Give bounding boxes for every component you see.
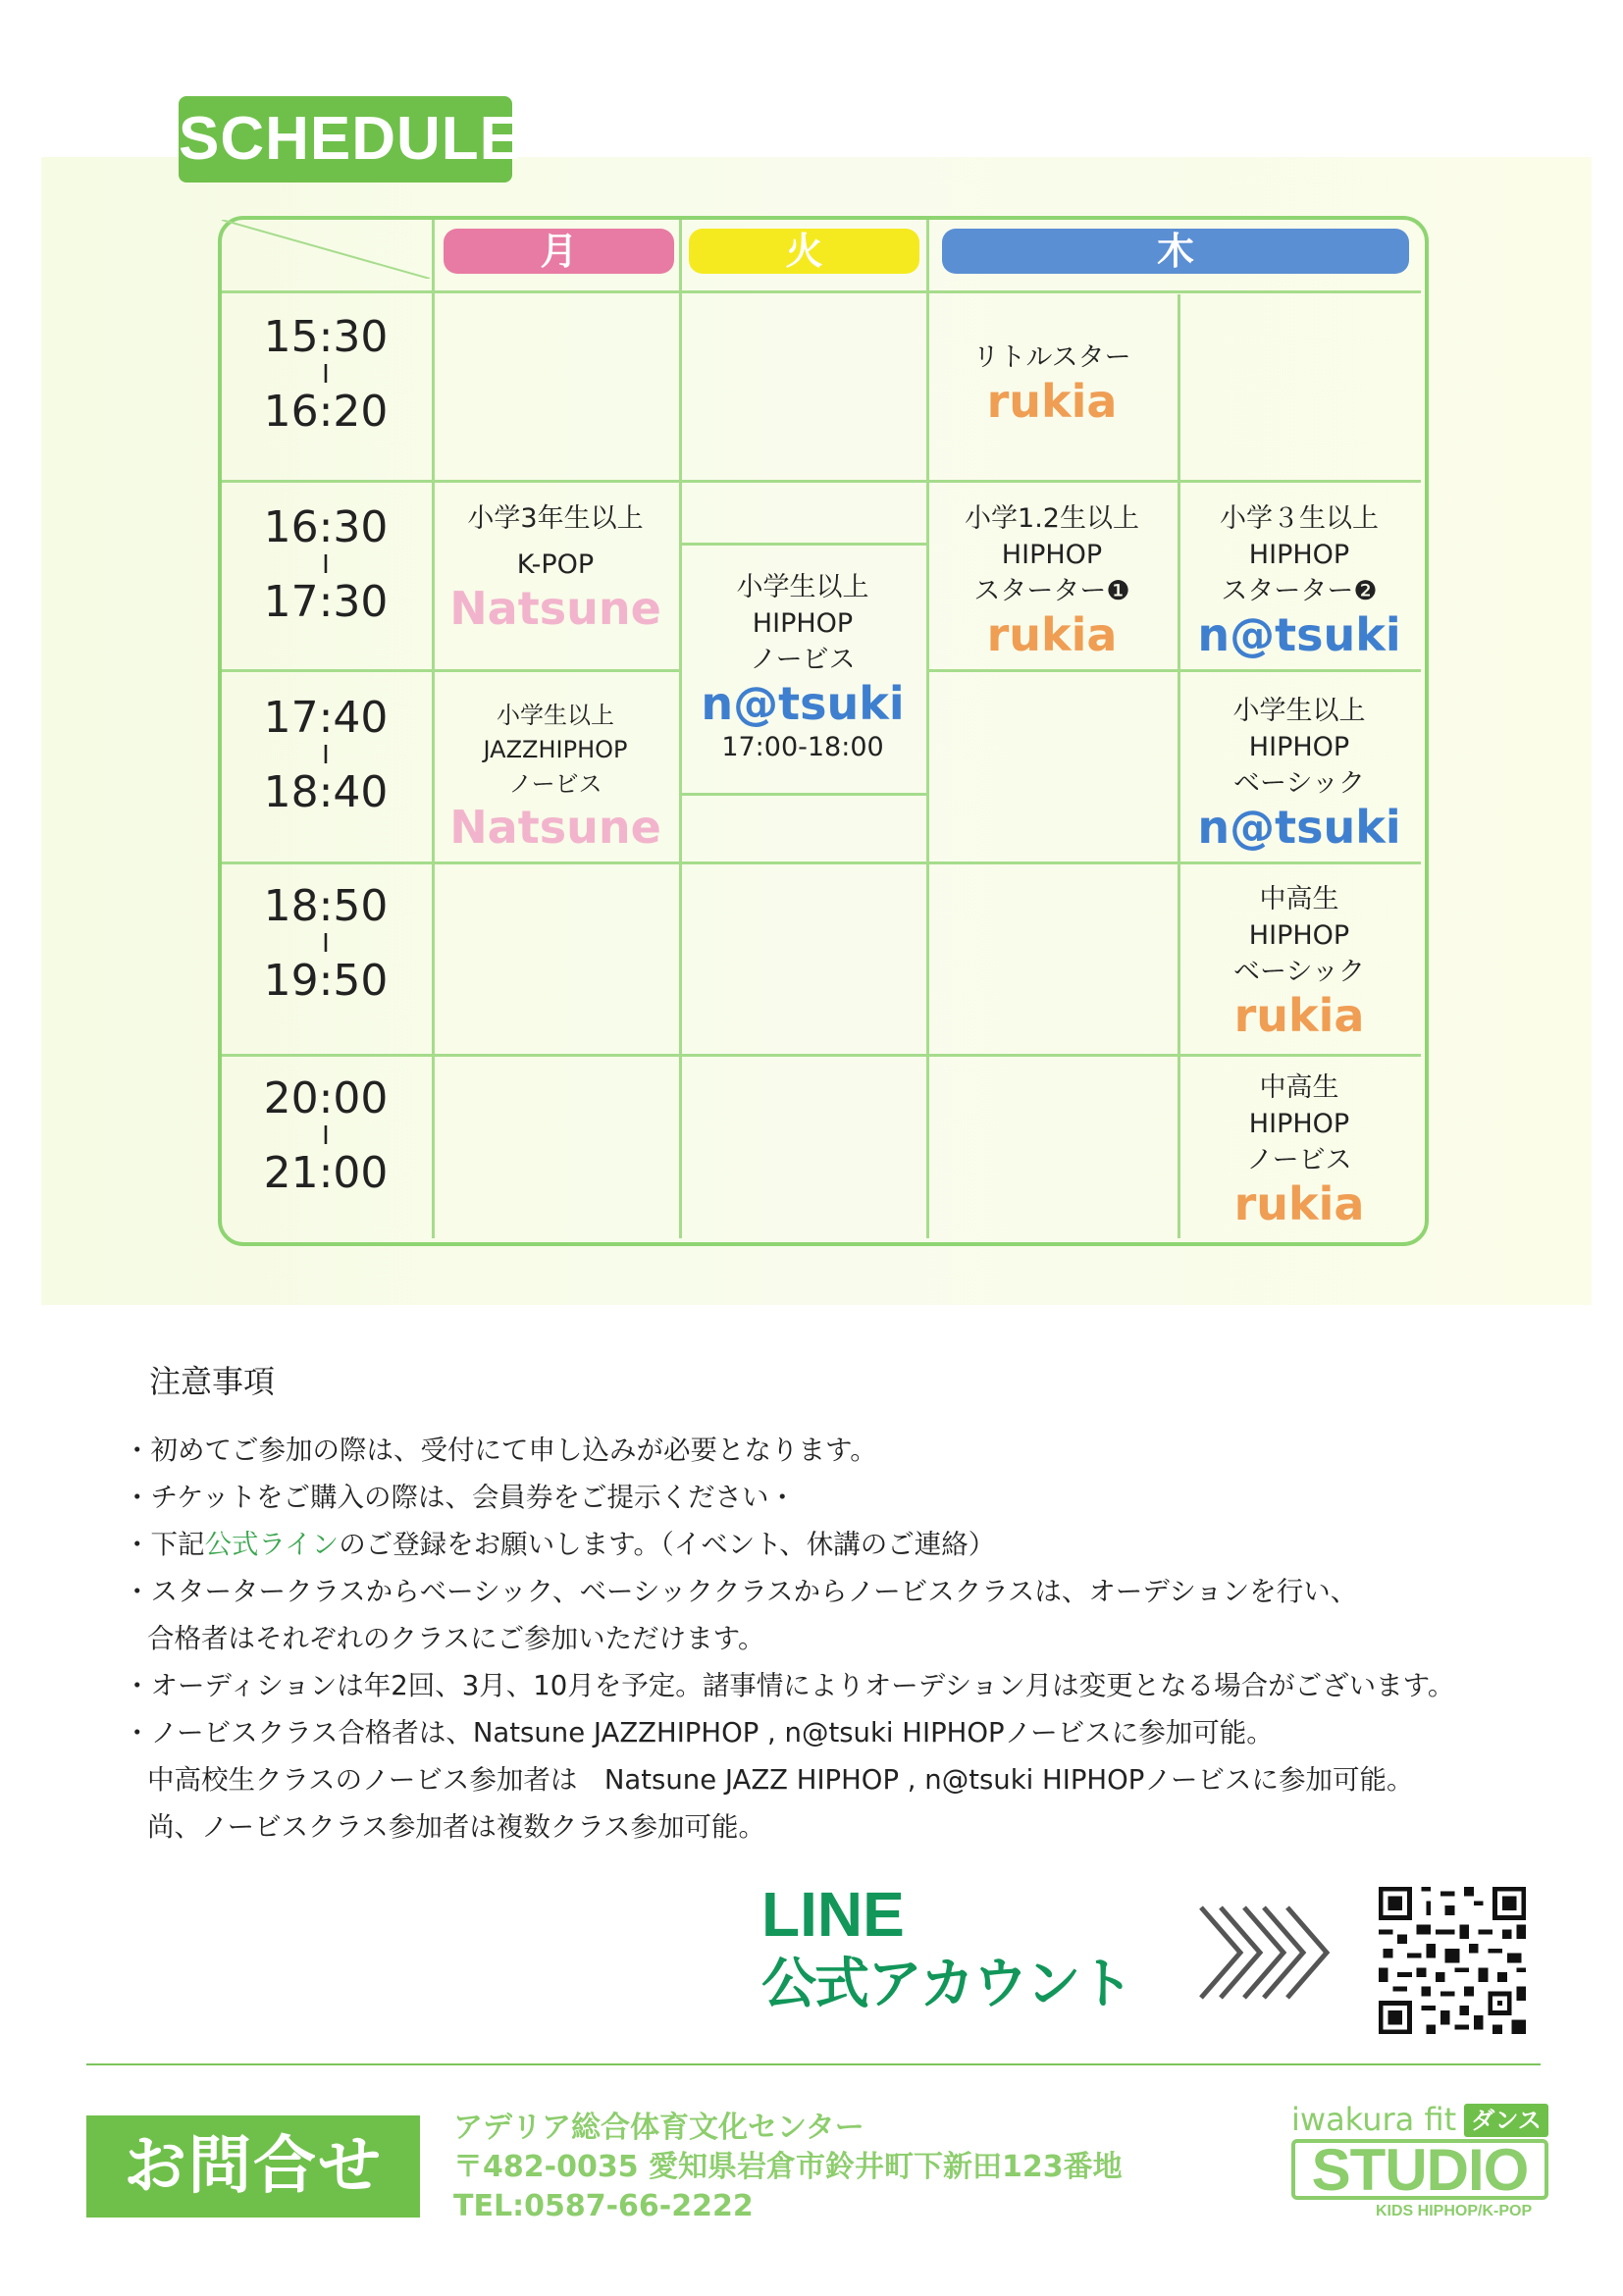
class-cell-thu-hiphop-starter-1 bbox=[926, 500, 1178, 660]
note-item bbox=[124, 1521, 1596, 1568]
class-level: 中高生 bbox=[1259, 884, 1339, 914]
logo-dance-tag: ダンス bbox=[1464, 2104, 1548, 2137]
class-cell-thu-hiphop-starter-2 bbox=[1178, 500, 1421, 660]
time-separator: I bbox=[322, 929, 330, 959]
time-separator: I bbox=[322, 741, 330, 770]
class-rank: ベーシック bbox=[1233, 957, 1365, 987]
venue-phone[interactable]: TEL:0587-66-2222 bbox=[453, 2189, 754, 2223]
note-item: ・スタータークラスからベーシック、ベーシッククラスからノービスクラスは、オーデションを行い、 bbox=[124, 1576, 1358, 1607]
instructor-name: rukia bbox=[986, 608, 1118, 661]
class-level: 中高生 bbox=[1259, 1072, 1339, 1103]
time-end: 21:00 bbox=[263, 1148, 389, 1198]
class-genre: HIPHOP bbox=[1248, 732, 1350, 762]
class-genre: HIPHOP bbox=[1248, 920, 1350, 951]
time-slot bbox=[222, 881, 430, 1007]
row-divider bbox=[926, 669, 1421, 672]
note-text: ・下記 bbox=[124, 1529, 205, 1560]
note-item-continued: 合格者はそれぞれのクラスにご参加いただけます。 bbox=[147, 1623, 765, 1654]
header-divider bbox=[222, 290, 1421, 293]
class-cell-thu-teen-hiphop-basic bbox=[1178, 881, 1421, 1041]
class-cell-thu-little-star bbox=[926, 339, 1178, 427]
note-item-continued: 中高校生クラスのノービス参加者は Natsune JAZZ HIPHOP , n@tsuki HIPHOPノービスに参加可能。 bbox=[147, 1764, 1414, 1796]
row-divider bbox=[679, 543, 926, 546]
row-divider bbox=[222, 1054, 1421, 1057]
time-end: 17:30 bbox=[263, 577, 389, 627]
row-divider bbox=[222, 480, 1421, 483]
time-separator: I bbox=[322, 550, 330, 580]
day-header-tuesday: 火 bbox=[689, 229, 919, 274]
row-divider bbox=[432, 669, 679, 672]
time-end: 18:40 bbox=[263, 767, 389, 817]
logo-studio-text: STUDIO bbox=[1291, 2139, 1548, 2200]
schedule-badge: SCHEDULE bbox=[179, 96, 512, 183]
class-rank: ベーシック bbox=[1233, 768, 1365, 799]
line-title: LINE bbox=[761, 1879, 905, 1950]
instructor-name: Natsune bbox=[449, 582, 661, 635]
instructor-name: Natsune bbox=[449, 801, 661, 854]
note-item: ・初めてご参加の際は、受付にて申し込みが必要となります。 bbox=[124, 1435, 877, 1466]
class-cell-mon-jazzhiphop bbox=[432, 699, 679, 853]
class-genre: HIPHOP bbox=[1001, 540, 1103, 570]
time-separator: I bbox=[322, 360, 330, 390]
time-end: 16:20 bbox=[263, 387, 389, 437]
footer-divider bbox=[86, 2063, 1541, 2065]
class-level: 小学3年生以上 bbox=[467, 503, 644, 534]
logo-brand-name: iwakura fit bbox=[1291, 2101, 1457, 2138]
instructor-name: n@tsuki bbox=[701, 677, 905, 730]
row-divider bbox=[222, 861, 1421, 864]
time-slot bbox=[222, 1073, 430, 1199]
class-genre: JAZZHIPHOP bbox=[483, 736, 628, 763]
time-start: 17:40 bbox=[263, 693, 389, 743]
triple-chevron-right-icon bbox=[1193, 1894, 1331, 2011]
class-rank: スターター❶ bbox=[973, 576, 1130, 606]
class-genre: K-POP bbox=[516, 549, 595, 580]
row-divider bbox=[222, 669, 432, 672]
class-time: 17:00-18:00 bbox=[721, 732, 884, 762]
time-start: 20:00 bbox=[263, 1073, 389, 1123]
notes-title: 注意事項 bbox=[149, 1363, 276, 1400]
time-slot bbox=[222, 693, 430, 818]
class-genre: HIPHOP bbox=[1248, 540, 1350, 570]
class-cell-thu-teen-hiphop-novice bbox=[1178, 1070, 1421, 1229]
line-official-link[interactable]: 公式ライン bbox=[204, 1529, 340, 1560]
instructor-name: n@tsuki bbox=[1197, 801, 1401, 854]
day-header-thursday: 木 bbox=[942, 229, 1409, 274]
time-end: 19:50 bbox=[263, 956, 389, 1006]
notes-list bbox=[124, 1427, 1596, 1851]
time-start: 15:30 bbox=[263, 312, 389, 362]
class-level: 小学生以上 bbox=[736, 572, 869, 602]
class-cell-thu-hiphop-basic bbox=[1178, 693, 1421, 853]
time-slot bbox=[222, 502, 430, 628]
note-text: のご登録をお願いします。（イベント、休講のご連絡） bbox=[339, 1529, 996, 1560]
studio-logo bbox=[1291, 2100, 1556, 2227]
line-qr-code[interactable] bbox=[1374, 1882, 1531, 2039]
class-genre: HIPHOP bbox=[1248, 1109, 1350, 1139]
class-level: 小学1.2生以上 bbox=[965, 503, 1139, 534]
note-item: ・チケットをご購入の際は、会員券をご提示ください・ bbox=[124, 1482, 797, 1513]
instructor-name: n@tsuki bbox=[1197, 608, 1401, 661]
note-item: ・オーディションは年2回、3月、10月を予定。諸事情によりオーデション月は変更となる場合がございます。 bbox=[124, 1670, 1455, 1701]
venue-name: アデリア総合体育文化センター bbox=[453, 2111, 864, 2145]
corner-diagonal bbox=[222, 220, 430, 279]
class-cell-tue-hiphop-novice bbox=[679, 569, 926, 765]
instructor-name: rukia bbox=[1233, 989, 1365, 1042]
class-level: 小学生以上 bbox=[497, 702, 614, 729]
instructor-name: rukia bbox=[986, 375, 1118, 428]
class-level: リトルスター bbox=[972, 342, 1131, 373]
class-cell-mon-kpop bbox=[432, 500, 679, 634]
time-separator: I bbox=[322, 1122, 330, 1151]
venue-address: 〒482-0035 愛知県岩倉市鈴井町下新田123番地 bbox=[453, 2150, 1123, 2184]
logo-subtitle: KIDS HIPHOP/K-POP bbox=[1376, 2203, 1533, 2219]
contact-label: お問合せ bbox=[86, 2115, 420, 2218]
class-rank: ノービス bbox=[1246, 1145, 1352, 1175]
class-level: 小学生以上 bbox=[1232, 696, 1366, 726]
time-start: 16:30 bbox=[263, 502, 389, 552]
class-level: 小学３生以上 bbox=[1220, 503, 1379, 534]
note-item-continued: 尚、ノービスクラス参加者は複数クラス参加可能。 bbox=[147, 1811, 766, 1843]
instructor-name: rukia bbox=[1233, 1177, 1365, 1230]
line-subtitle: 公式アカウント bbox=[761, 1953, 1132, 2016]
time-slot bbox=[222, 312, 430, 438]
class-rank: ノービス bbox=[508, 770, 602, 798]
note-item: ・ノービスクラス合格者は、Natsune JAZZHIPHOP , n@tsuki HIPHOPノービスに参加可能。 bbox=[124, 1717, 1274, 1748]
time-start: 18:50 bbox=[263, 881, 389, 931]
day-header-monday: 月 bbox=[444, 229, 674, 274]
class-rank: スターター❷ bbox=[1221, 576, 1378, 606]
row-divider bbox=[679, 793, 926, 796]
class-rank: ノービス bbox=[750, 645, 856, 675]
class-genre: HIPHOP bbox=[752, 608, 854, 639]
